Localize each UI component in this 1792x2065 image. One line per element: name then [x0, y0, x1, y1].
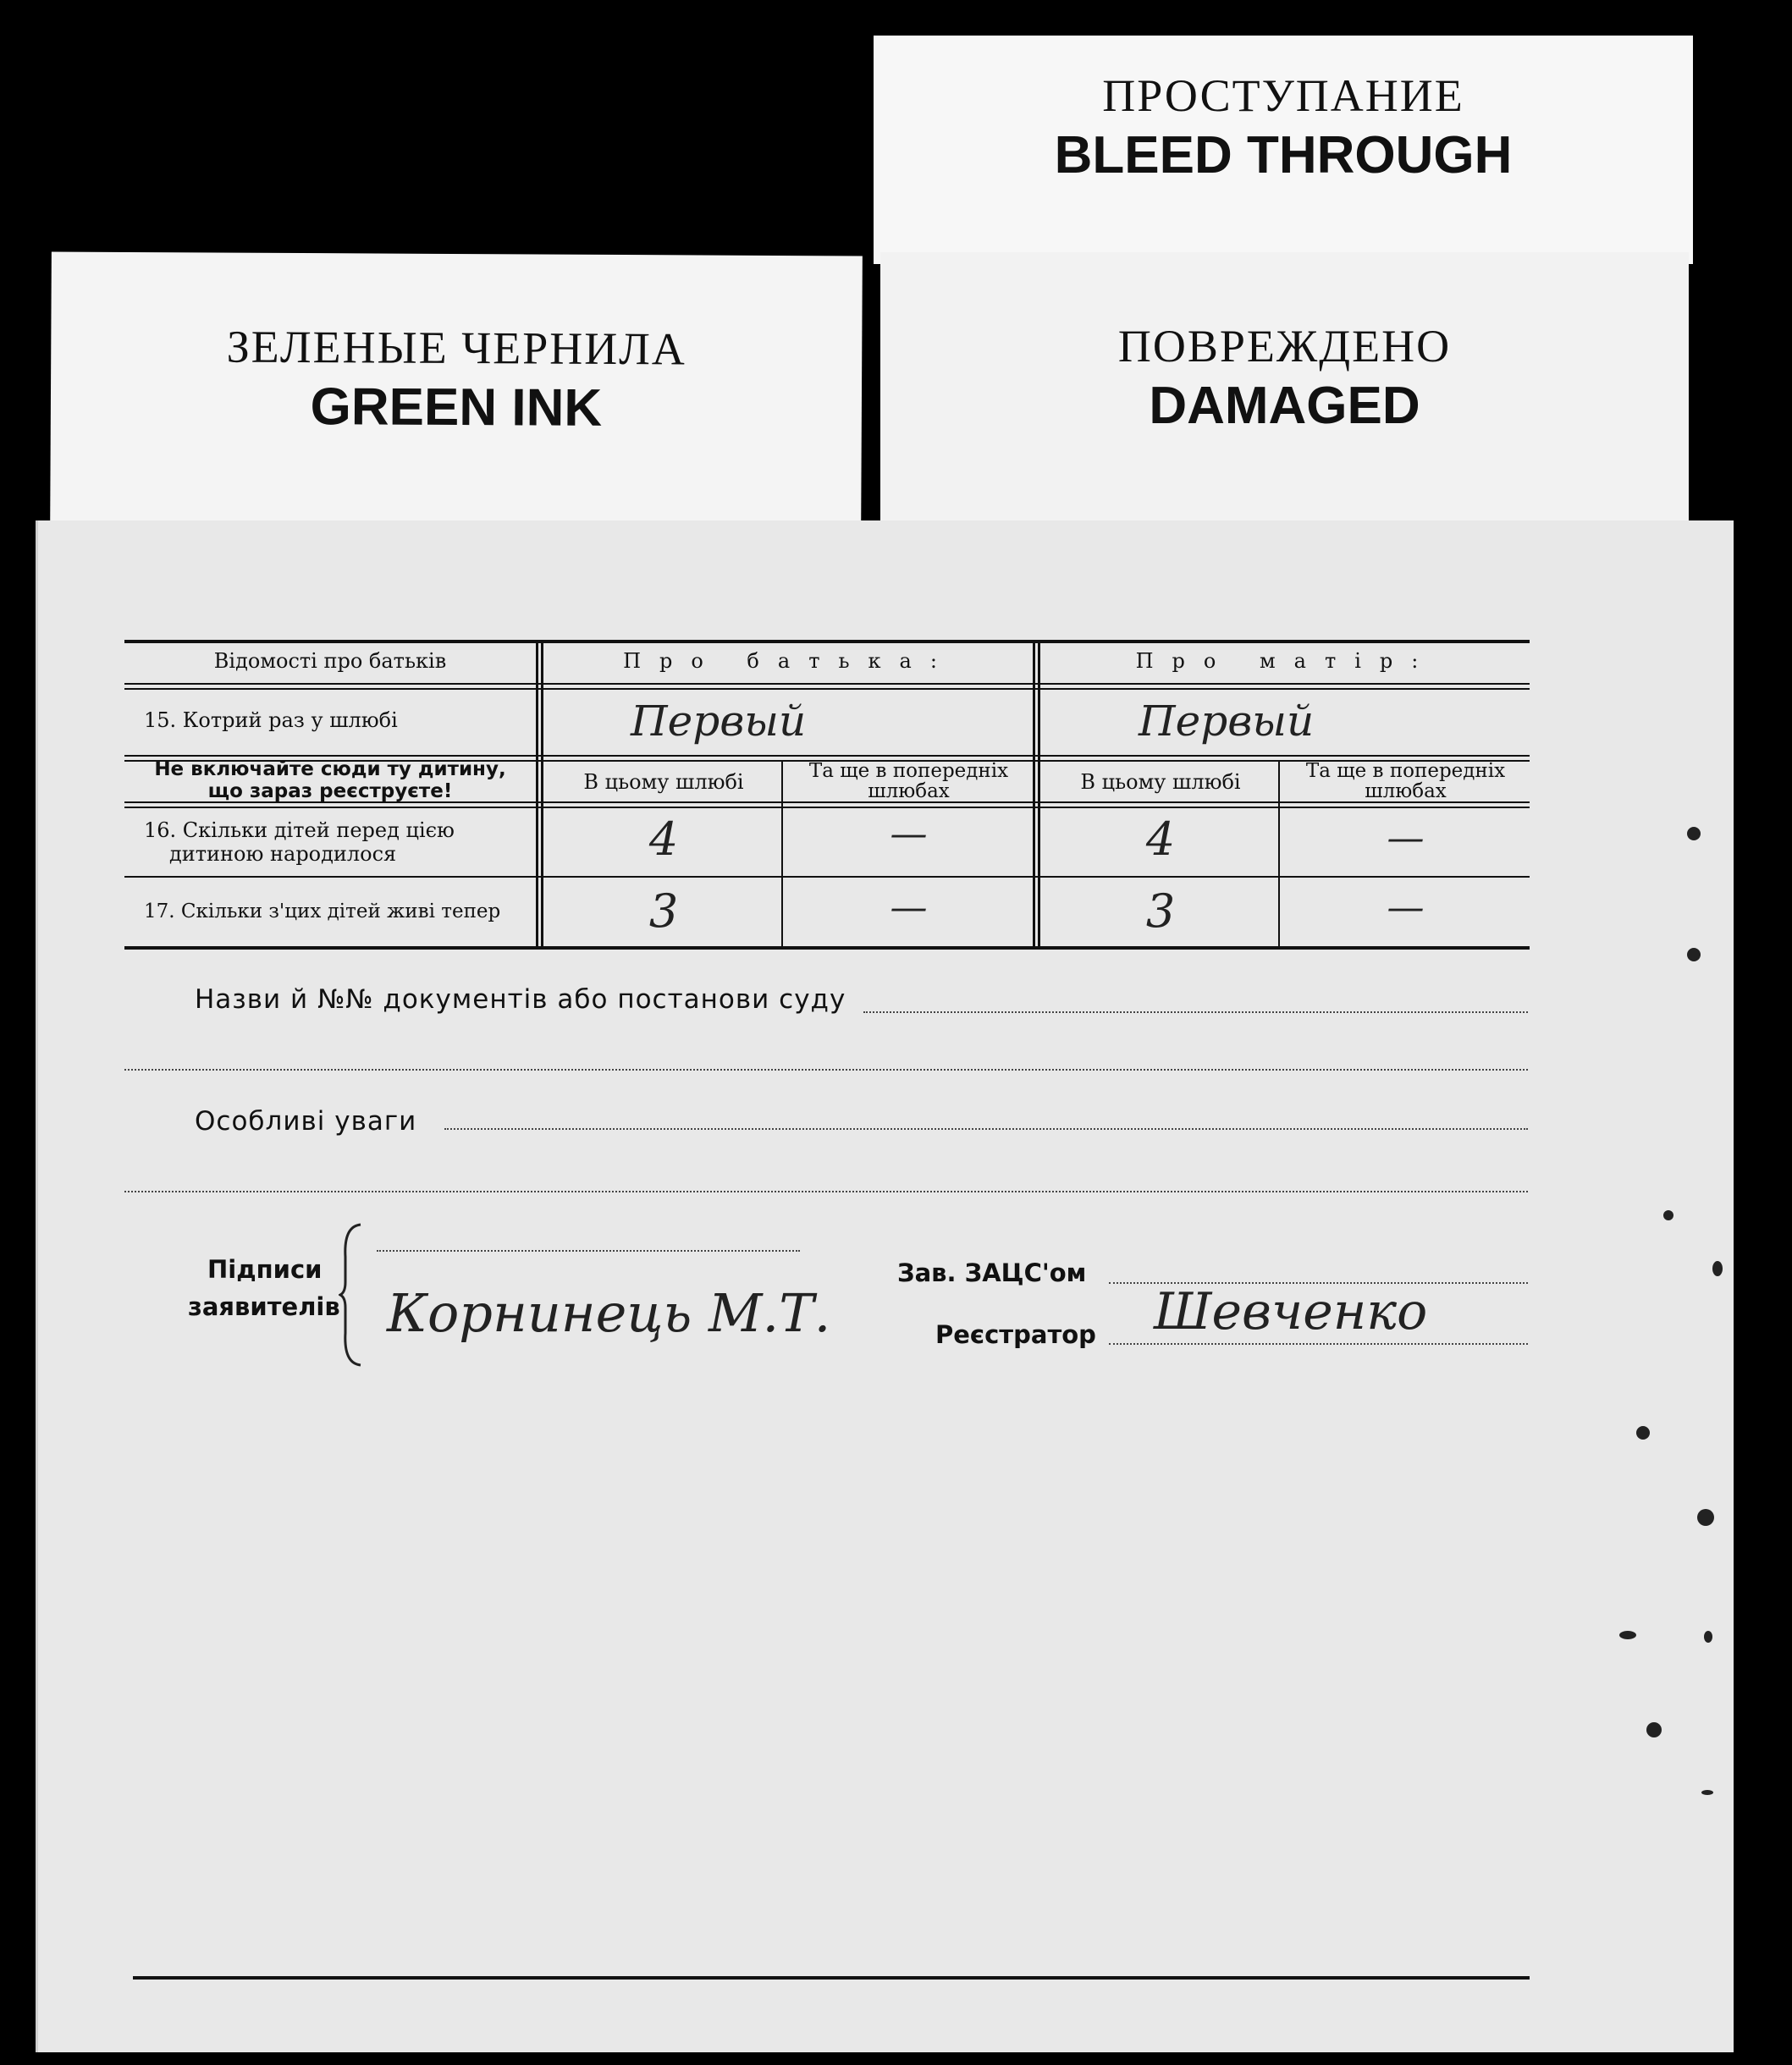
row15-father-value: Первый [631, 697, 807, 746]
row15-mother-value: Первый [1139, 697, 1315, 746]
punch-hole [1687, 948, 1701, 961]
punch-hole [1619, 1631, 1636, 1639]
father-col-previous-2: шлюбах [868, 780, 950, 802]
notes-label: Особливі уваги [195, 1106, 417, 1137]
header-father: Про батька: [623, 649, 956, 673]
table-rule [124, 688, 1530, 690]
row17-mother-prev: — [1387, 886, 1425, 929]
documents-label: Назви й №№ документів або постанови суду [195, 984, 846, 1015]
registrar-signature: Шевченко [1154, 1282, 1428, 1341]
punch-hole [1636, 1426, 1650, 1440]
table-divider [1038, 640, 1040, 950]
damaged-card [880, 252, 1689, 531]
row17-label: 17. Скільки з'цих дітей живі тепер [144, 900, 501, 922]
registrar-label: Реєстратор [935, 1320, 1096, 1349]
table-divider [1033, 640, 1035, 950]
table-divider [536, 640, 538, 950]
table-rule [124, 876, 1530, 878]
damaged-label-en: DAMAGED [1149, 377, 1420, 435]
bleed-through-label-ru: ПРОСТУПАНИЕ [1102, 70, 1464, 121]
page-bottom-rule [133, 1976, 1530, 1980]
father-col-this-marriage: В цьому шлюбі [583, 770, 744, 794]
mother-col-previous-1: Та ще в попередніх [1305, 760, 1506, 782]
row16-label-2: дитиною народилося [169, 842, 397, 866]
registration-form-sheet [36, 520, 1734, 2052]
punch-hole [1712, 1261, 1723, 1276]
row16-mother-this: 4 [1145, 812, 1176, 866]
table-divider [541, 640, 543, 950]
row15-label: 15. Котрий раз у шлюбі [144, 708, 398, 732]
table-divider [1278, 760, 1280, 950]
table-rule [124, 807, 1530, 808]
table-divider [781, 760, 783, 950]
punch-hole [1663, 1210, 1673, 1220]
notes-line-2[interactable] [124, 1191, 1528, 1192]
applicants-label-2: заявителів [188, 1292, 340, 1321]
header-mother: Про матір: [1135, 649, 1437, 673]
head-of-registry-label: Зав. ЗАЦС'ом [897, 1258, 1087, 1287]
bleed-through-card [874, 36, 1693, 264]
notes-line[interactable] [444, 1128, 1528, 1130]
table-top-rule [124, 640, 1530, 643]
punch-hole [1646, 1722, 1662, 1737]
green-ink-card [50, 251, 863, 535]
green-ink-label-ru: ЗЕЛЕНЫЕ ЧЕРНИЛА [226, 321, 687, 375]
row17-father-this: 3 [648, 884, 679, 938]
row16-father-this: 4 [648, 812, 679, 866]
table-bottom-rule [124, 946, 1530, 950]
applicants-label-1: Підписи [207, 1255, 323, 1284]
table-rule [124, 683, 1530, 685]
header-parents-info: Відомості про батьків [213, 649, 447, 673]
damaged-label-ru: ПОВРЕЖДЕНО [1117, 321, 1452, 372]
table-rule [124, 755, 1530, 757]
row17-father-prev: — [890, 886, 928, 929]
brace-icon [339, 1223, 364, 1367]
documents-line-2[interactable] [124, 1069, 1528, 1071]
warning-line-2: що зараз реєструєте! [207, 780, 453, 802]
mother-col-previous-2: шлюбах [1365, 780, 1447, 802]
warning-line-1: Не включайте сюди ту дитину, [154, 758, 506, 780]
registrar-signature-line[interactable] [1109, 1343, 1528, 1345]
applicant-signature-line[interactable] [377, 1250, 800, 1252]
row16-father-prev: — [890, 812, 928, 856]
punch-hole [1687, 827, 1701, 840]
row16-mother-prev: — [1387, 817, 1425, 860]
bleed-through-label-en: BLEED THROUGH [1054, 126, 1513, 184]
row16-label-1: 16. Скільки дітей перед цією [144, 818, 455, 842]
green-ink-label-en: GREEN INK [310, 377, 603, 438]
punch-hole [1704, 1631, 1712, 1643]
father-col-previous-1: Та ще в попередніх [808, 760, 1009, 782]
punch-hole [1701, 1790, 1713, 1795]
applicant-signature: Корнинець М.Т. [387, 1282, 831, 1344]
row17-mother-this: 3 [1145, 884, 1176, 938]
mother-col-this-marriage: В цьому шлюбі [1080, 770, 1241, 794]
documents-line[interactable] [863, 1011, 1528, 1013]
punch-hole [1697, 1509, 1714, 1526]
